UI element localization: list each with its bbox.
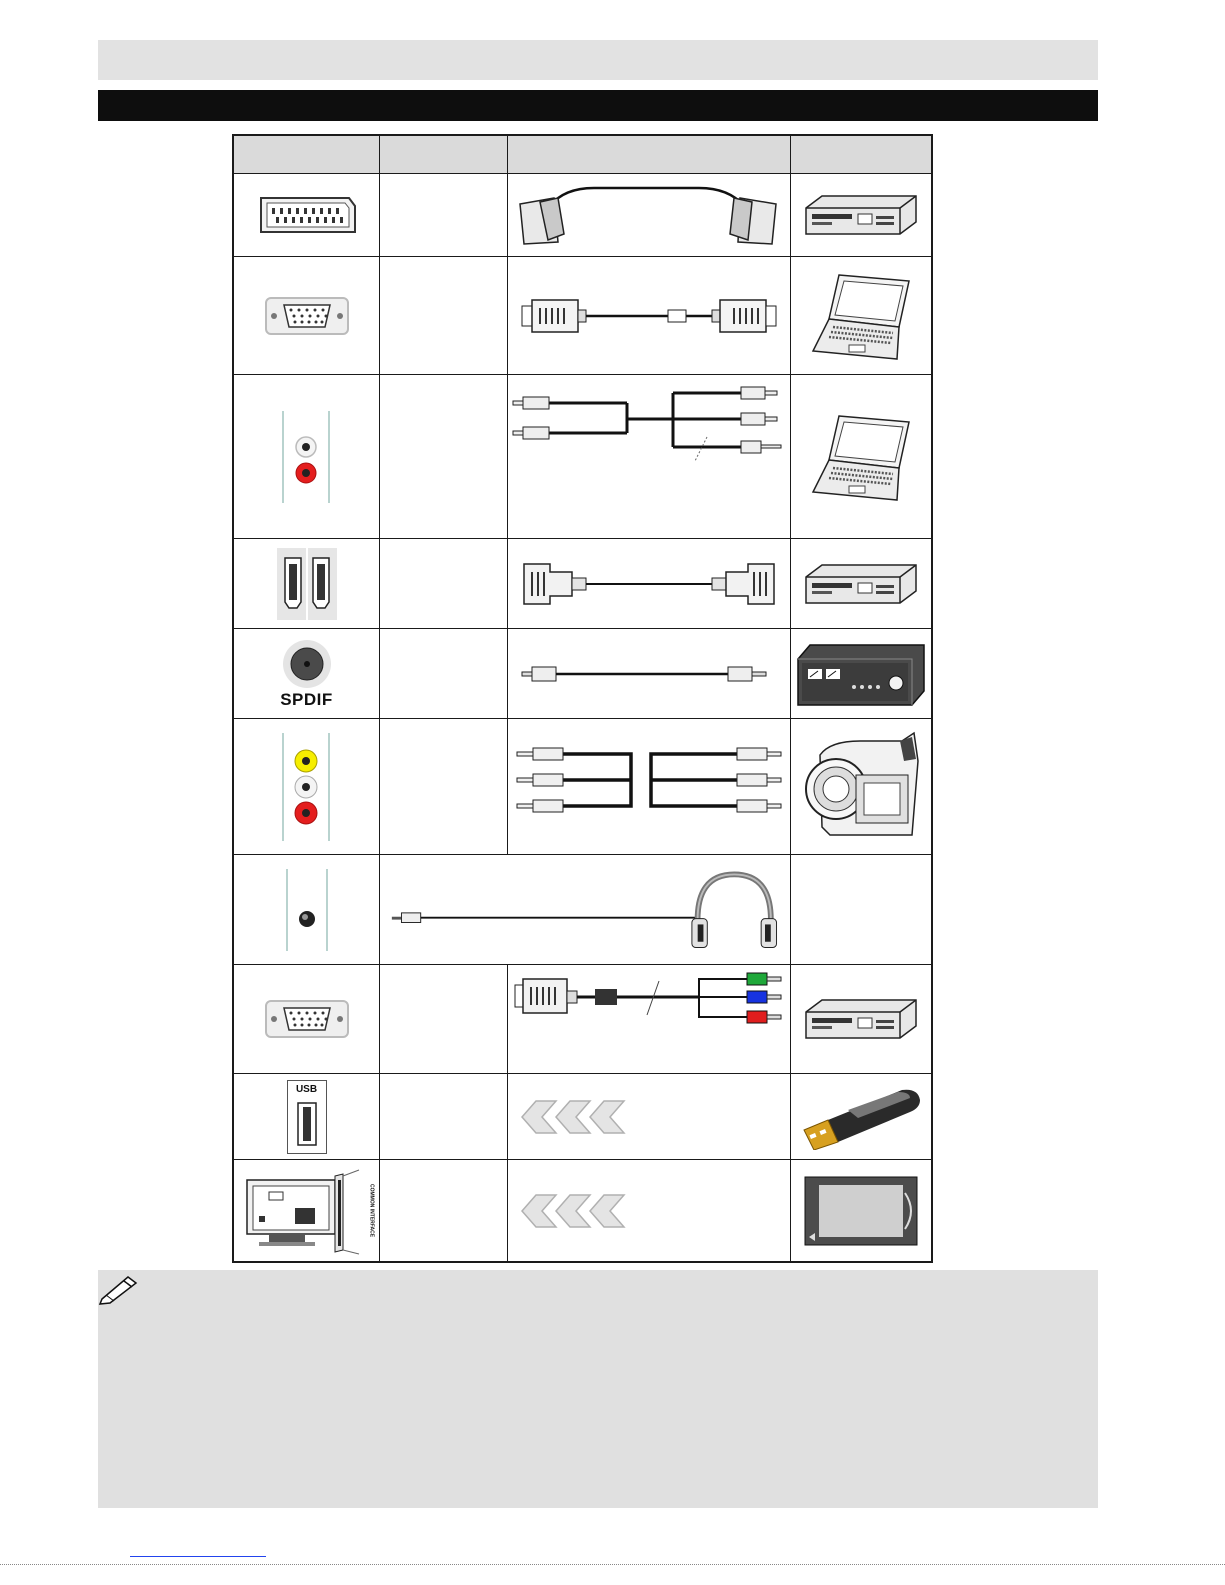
usb-port-icon bbox=[234, 1074, 380, 1159]
scart-cable-icon bbox=[508, 174, 791, 256]
footer-link-underline[interactable] bbox=[130, 1556, 266, 1557]
usb-label: USB bbox=[295, 1083, 318, 1095]
vga-port-icon bbox=[234, 965, 380, 1073]
type-cell bbox=[380, 375, 508, 538]
table-row bbox=[234, 719, 931, 855]
audio-splitter-cable-icon bbox=[508, 375, 791, 538]
pencil-note-icon bbox=[98, 1273, 142, 1310]
vga-cable-icon bbox=[508, 257, 791, 374]
type-cell bbox=[380, 174, 508, 256]
audio-lr-jack-icon bbox=[234, 375, 380, 538]
connections-table bbox=[232, 134, 933, 1263]
table-row bbox=[234, 375, 931, 539]
video-recorder-icon bbox=[791, 965, 931, 1073]
table-header-row bbox=[234, 136, 931, 174]
type-cell bbox=[380, 257, 508, 374]
table-row bbox=[234, 855, 931, 965]
tv-rear-ci-slot-icon bbox=[234, 1160, 380, 1261]
note-box bbox=[98, 1270, 1098, 1508]
av-rca-cable-icon bbox=[508, 719, 791, 854]
type-cell bbox=[380, 719, 508, 854]
insert-direction-arrows-icon bbox=[508, 1160, 791, 1261]
insert-direction-arrows-icon bbox=[508, 1074, 791, 1159]
headphone-cable-icon bbox=[380, 855, 791, 964]
coaxial-cable-icon bbox=[508, 629, 791, 718]
type-cell bbox=[380, 629, 508, 718]
table-row bbox=[234, 539, 931, 629]
vga-to-component-cable-icon bbox=[508, 965, 791, 1073]
section-title-bar bbox=[98, 90, 1098, 121]
ci-cam-module-icon bbox=[791, 1160, 931, 1261]
spdif-label: SPDIF bbox=[280, 689, 333, 709]
footer-divider bbox=[0, 1564, 1225, 1565]
table-row bbox=[234, 965, 931, 1074]
usb-flash-drive-icon bbox=[791, 1074, 931, 1159]
header-type bbox=[380, 136, 508, 173]
hdmi-cable-icon bbox=[508, 539, 791, 628]
table-row bbox=[234, 1074, 931, 1160]
type-cell bbox=[380, 965, 508, 1073]
table-row bbox=[234, 257, 931, 375]
header-device bbox=[791, 136, 931, 173]
common-interface-label: COMMON INTERFACE bbox=[368, 1183, 375, 1238]
video-recorder-icon bbox=[791, 539, 931, 628]
header-connector bbox=[234, 136, 380, 173]
page-header-band bbox=[98, 40, 1098, 80]
video-recorder-icon bbox=[791, 174, 931, 256]
camcorder-icon bbox=[791, 719, 931, 854]
audio-amplifier-icon bbox=[791, 629, 931, 718]
headphone-jack-icon bbox=[234, 855, 380, 964]
composite-av-jack-icon bbox=[234, 719, 380, 854]
coaxial-spdif-port-icon bbox=[234, 629, 380, 718]
table-row bbox=[234, 174, 931, 257]
vga-port-icon bbox=[234, 257, 380, 374]
header-cables bbox=[508, 136, 791, 173]
scart-port-icon bbox=[234, 174, 380, 256]
type-cell bbox=[380, 539, 508, 628]
laptop-icon bbox=[791, 375, 931, 538]
table-row bbox=[234, 629, 931, 719]
type-cell bbox=[380, 1074, 508, 1159]
laptop-icon bbox=[791, 257, 931, 374]
table-row bbox=[234, 1160, 931, 1261]
hdmi-port-icon bbox=[234, 539, 380, 628]
type-cell bbox=[380, 1160, 508, 1261]
